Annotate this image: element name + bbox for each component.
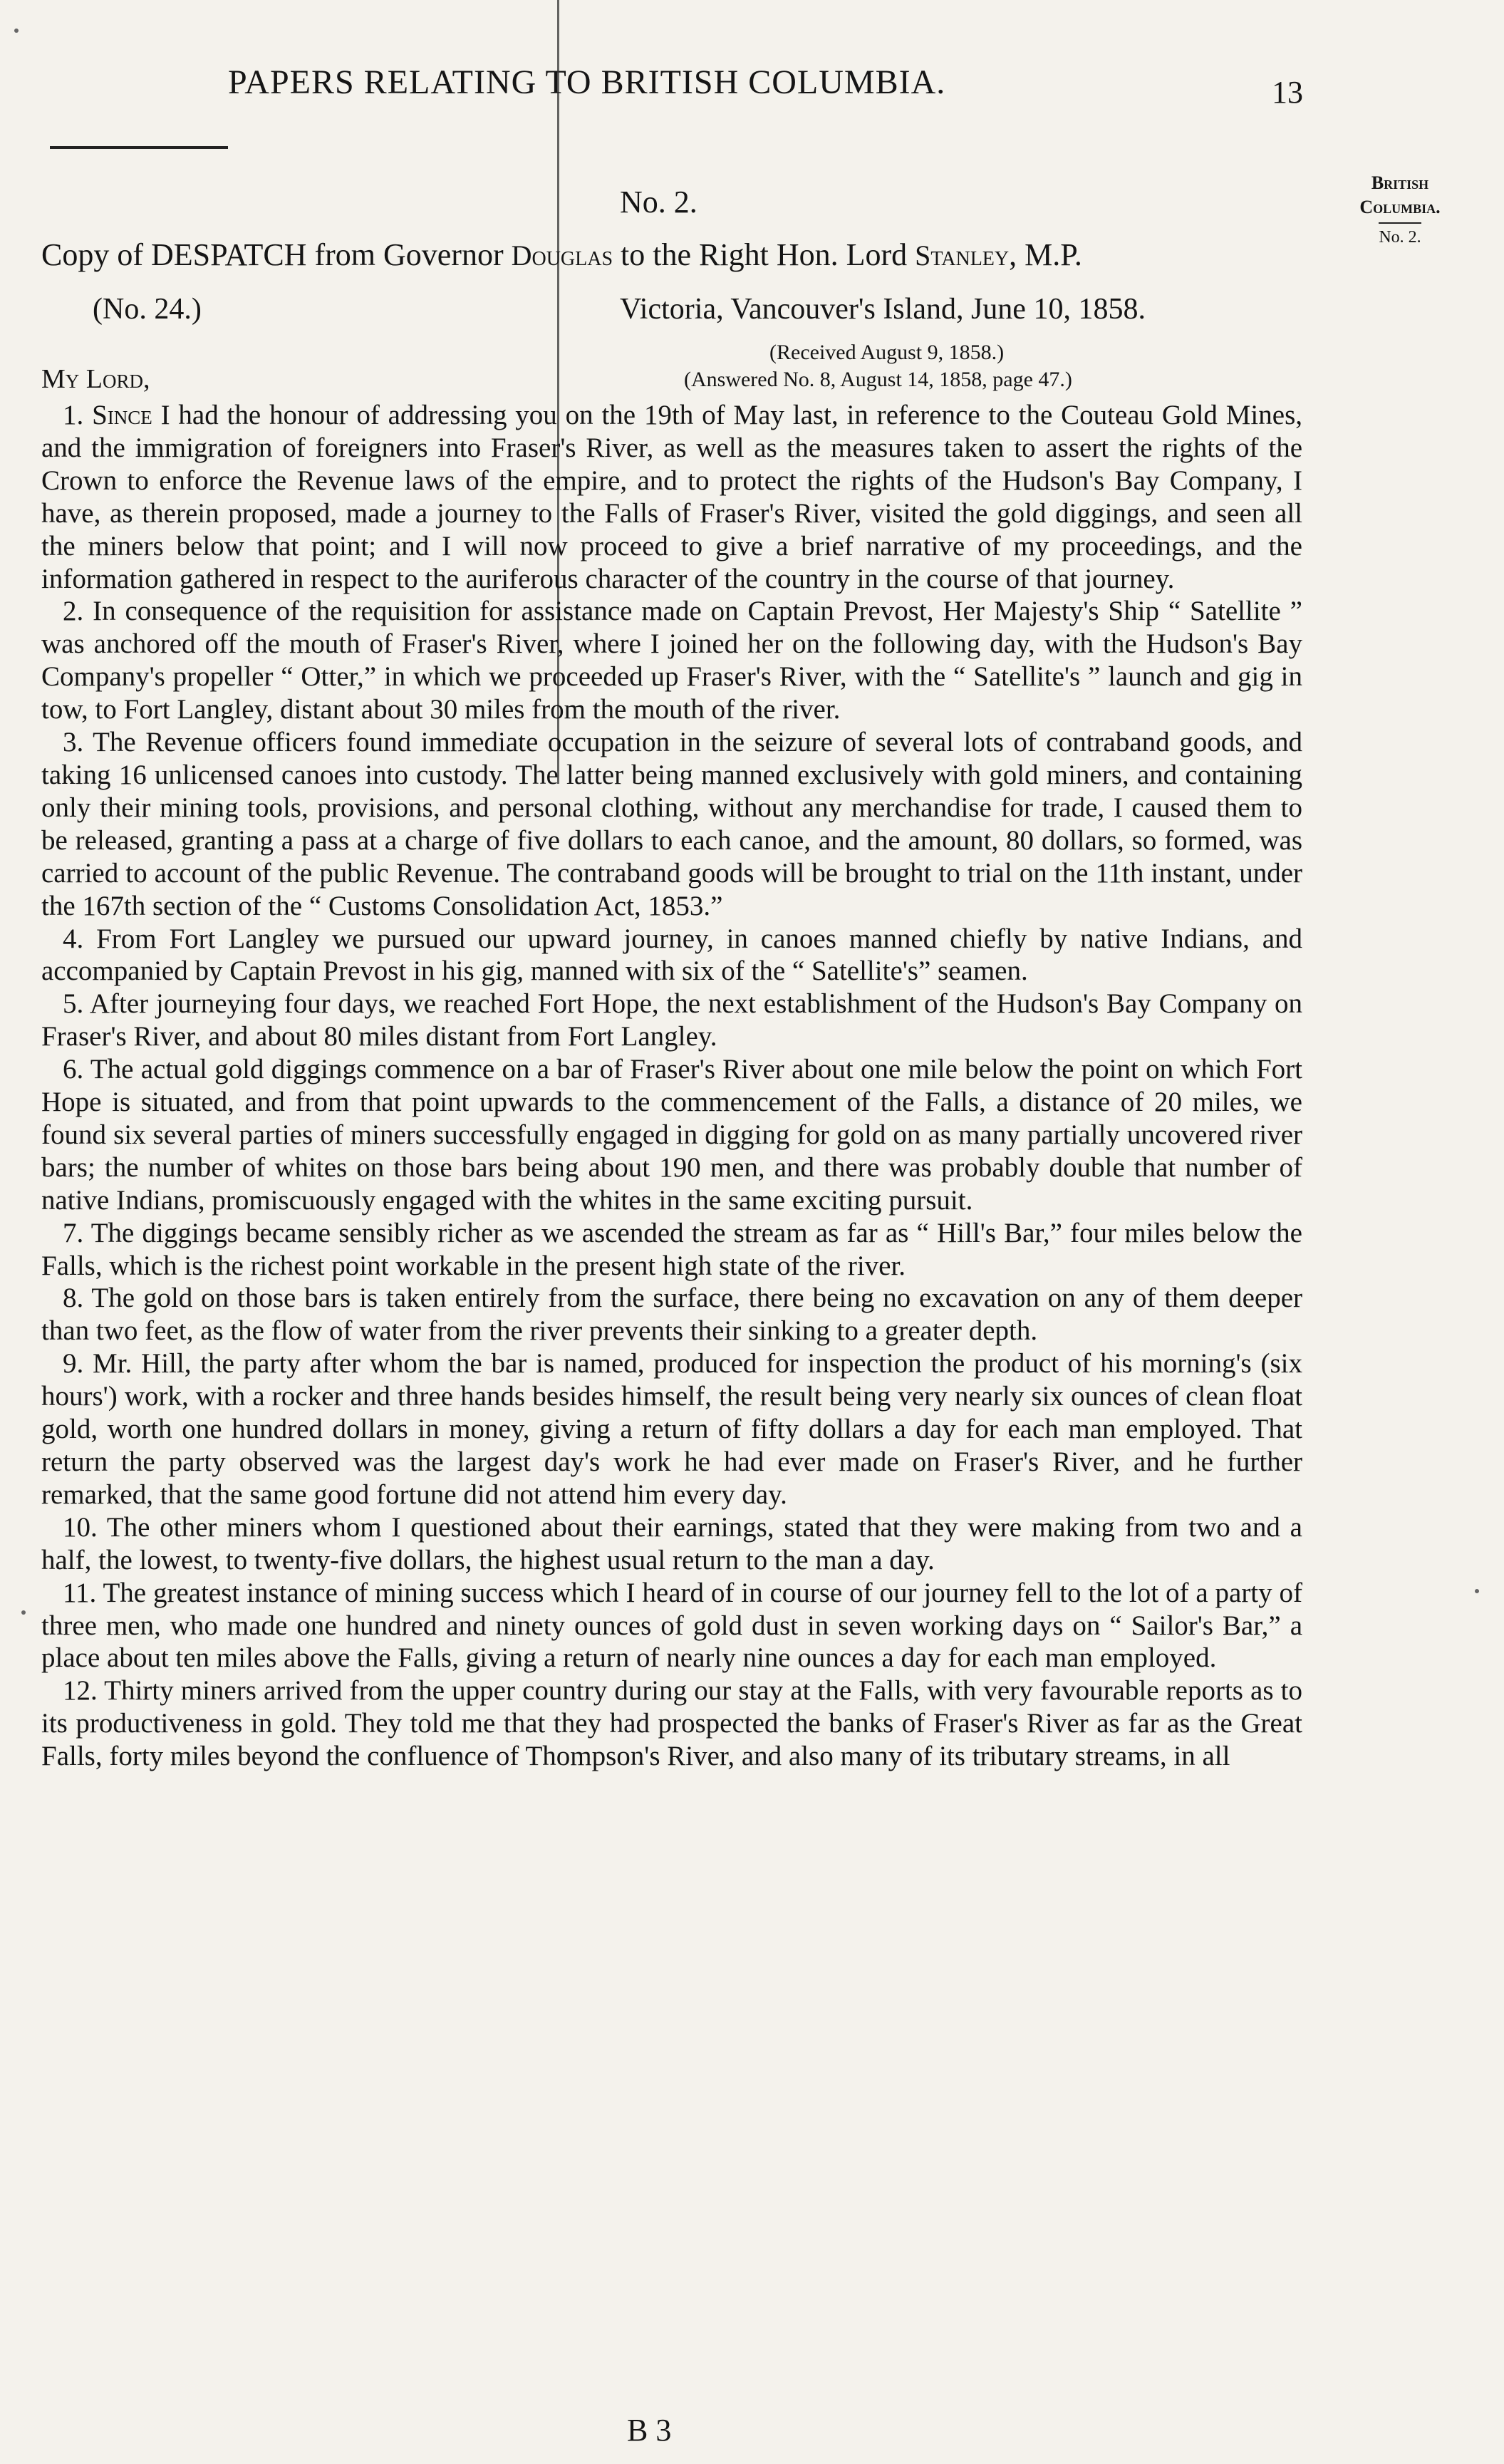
paragraph-2: 2. In consequence of the requisition for assistance made on Captain Prevost, Her Majesty's Ship “ Satellite ” was anchored off the mouth of Fraser's River, where I joined her on the following day, with the Hudson's Bay Company's propeller “ Otter,” in which we proceeded up Fraser's River, with the “ Satellite's ” launch and gig in tow, to Fort Langley, distant about 30 miles from the mouth of the river.	[41, 596, 1302, 725]
received-note: (Received August 9, 1858.)	[769, 341, 1005, 364]
paragraph-6: 6. The actual gold diggings commence on a bar of Fraser's River about one mile below the point on which Fort Hope is situated, and from that point upwards to the commencement of the Falls, a distance of 20 miles, we found six several parties of miners successfully engaged in digging for gold on as many partially uncovered river bars; the number of whites on those bars being about 190 men, and there was probably double that number of native Indians, promiscuously engaged with the whites in the same exciting pursuit.	[41, 1054, 1302, 1216]
page-title: PAPERS RELATING TO BRITISH COLUMBIA.	[228, 63, 946, 101]
scan-speck	[14, 29, 19, 33]
paragraph-lead-smallcaps: Since	[92, 400, 152, 430]
heading-prefix: Copy of DESPATCH from Governor	[41, 237, 512, 272]
scan-speck	[1475, 1589, 1479, 1593]
despatch-body	[41, 399, 1302, 1773]
paragraph-5: 5. After journeying four days, we reached Fort Hope, the next establishment of the Hudson's Bay Company on Fraser's River, and about 80 miles distant from Fort Langley.	[41, 988, 1302, 1052]
paragraph-lead: 1.	[63, 400, 93, 430]
answered-note: (Answered No. 8, August 14, 1858, page 47.)	[684, 368, 1072, 391]
paragraph-4: 4. From Fort Langley we pursued our upward journey, in canoes manned chiefly by native Indians, and accompanied by Captain Prevost in his gig, manned with six of the “ Satellite's” seamen.	[41, 923, 1302, 987]
header-rule	[50, 146, 228, 149]
paragraph-7: 7. The diggings became sensibly richer as we ascended the stream as far as “ Hill's Bar,” four miles below the Falls, which is the richest point workable in the present high state of the river.	[41, 1217, 1302, 1281]
margin-note-number-wrap	[1379, 222, 1421, 249]
paragraph-10: 10. The other miners whom I questioned about their earnings, stated that they were making from two and a half, the lowest, to twenty-five dollars, the highest usual return to the man a day.	[41, 1511, 1302, 1575]
place-and-date: Victoria, Vancouver's Island, June 10, 1858.	[620, 293, 1146, 326]
heading-suffix: , M.P.	[1009, 237, 1082, 272]
paragraph-9: 9. Mr. Hill, the party after whom the bar is named, produced for inspection the product of his morning's (six hours') work, with a rocker and three hands besides himself, the result being very nearly six ounces of clean float gold, worth one hundred dollars in money, giving a return of fifty dollars a day for each man employed. That return the party observed was the largest day's work he had ever made on Fraser's River, and he further remarked, that the same good fortune did not attend him every day.	[41, 1348, 1302, 1510]
heading-recipient: Stanley	[915, 239, 1010, 271]
heading-mid: to the Right Hon. Lord	[613, 237, 916, 272]
margin-note-line1: British	[1371, 172, 1429, 193]
despatch-reference: (No. 24.)	[93, 293, 202, 326]
scan-speck	[21, 1610, 26, 1615]
paragraph-8: 8. The gold on those bars is taken entirely from the surface, there being no excavation on any of them deeper than two feet, as the flow of water from the river prevents their sinking to a greater depth.	[41, 1283, 1302, 1347]
margin-note-number: No. 2.	[1379, 228, 1421, 247]
page-number: 13	[1272, 75, 1303, 110]
heading-sender: Douglas	[511, 239, 613, 271]
document-number: No. 2.	[620, 185, 697, 219]
margin-note	[1325, 171, 1475, 249]
paragraph-text: I had the honour of addressing you on the 19th of May last, in reference to the Couteau Gold Mines, and the immigration of foreigners into Fraser's River, as well as the measures taken to assert the rights of the Crown to enforce the Revenue laws of the empire, and to protect the rights of the Hudson's Bay Company, I have, as therein proposed, made a journey to the Falls of Fraser's River, visited the gold diggings, and seen all the miners below that point; and I will now proceed to give a brief narrative of my proceedings, and the information gathered in respect to the auriferous character of the country in the course of that journey.	[41, 400, 1302, 594]
signature-mark: B 3	[627, 2413, 672, 2448]
salutation: My Lord,	[41, 364, 150, 394]
paragraph-3: 3. The Revenue officers found immediate occupation in the seizure of several lots of contraband goods, and taking 16 unlicensed canoes into custody. The latter being manned exclusively with gold miners, and containing only their mining tools, provisions, and personal clothing, without any merchandise for trade, I caused them to be released, granting a pass at a charge of five dollars to each canoe, and the amount, 80 dollars, so formed, was carried to account of the public Revenue. The contraband goods will be brought to trial on the 11th instant, under the 167th section of the “ Customs Consolidation Act, 1853.”	[41, 727, 1302, 921]
margin-note-line2: Columbia.	[1359, 197, 1441, 217]
paragraph-12: 12. Thirty miners arrived from the upper country during our stay at the Falls, with very favourable reports as to its productiveness in gold. They told me that they had prospected the banks of Fraser's River as far as the Great Falls, forty miles beyond the confluence of Thompson's River, and also many of its tributary streams, in all	[41, 1675, 1302, 1772]
paragraph-11: 11. The greatest instance of mining success which I heard of in course of our journey fell to the lot of a party of three men, who made one hundred and ninety ounces of gold dust in seven working days on “ Sailor's Bar,” a place about ten miles above the Falls, giving a return of nearly nine ounces a day for each man employed.	[41, 1577, 1302, 1674]
paragraph-1	[41, 399, 1302, 595]
despatch-heading	[41, 237, 1324, 273]
